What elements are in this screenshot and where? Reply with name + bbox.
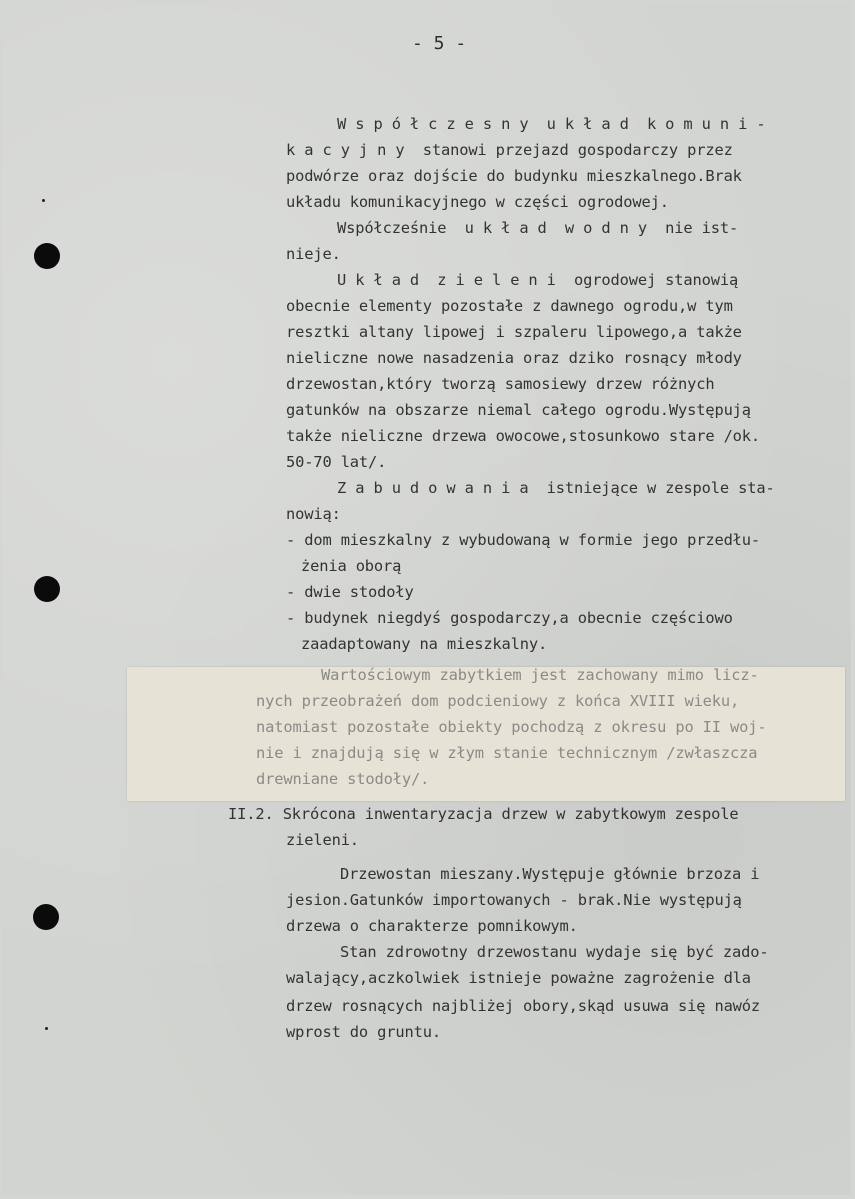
text-line: jesion.Gatunków importowanych - brak.Nie występują bbox=[286, 891, 742, 909]
text-line: nieje. bbox=[286, 245, 341, 263]
text-line: wprost do gruntu. bbox=[286, 1023, 441, 1041]
text-line: układu komunikacyjnego w części ogrodowej. bbox=[286, 193, 669, 211]
list-item-line: - dom mieszkalny z wybudowaną w formie jego przedłu- bbox=[286, 531, 761, 549]
punch-hole bbox=[34, 243, 60, 269]
strip-text-line: drewniane stodoły/. bbox=[256, 770, 430, 788]
text-line: walający,aczkolwiek istnieje poważne zagrożenie dla bbox=[286, 969, 751, 987]
strip-text-line: Wartościowym zabytkiem jest zachowany mimo licz- bbox=[321, 666, 759, 684]
dust-speck bbox=[45, 1027, 48, 1030]
text-line: U k ł a d z i e l e n i ogrodowej stanowią bbox=[337, 271, 739, 289]
text-line: drzewostan,który tworzą samosiewy drzew różnych bbox=[286, 375, 715, 393]
page-number: - 5 - bbox=[412, 33, 467, 54]
list-item-line: żenia oborą bbox=[301, 557, 402, 575]
section-heading: II.2. Skrócona inwentaryzacja drzew w zabytkowym zespole bbox=[228, 805, 739, 823]
list-item-line: - budynek niegdyś gospodarczy,a obecnie częściowo bbox=[286, 609, 733, 627]
text-line: Z a b u d o w a n i a istniejące w zespole sta- bbox=[337, 479, 775, 497]
text-line: gatunków na obszarze niemal całego ogrodu.Występują bbox=[286, 401, 751, 419]
list-item-line: - dwie stodoły bbox=[286, 583, 414, 601]
text-line: nieliczne nowe nasadzenia oraz dziko rosnący młody bbox=[286, 349, 742, 367]
text-line: drzew rosnących najbliżej obory,skąd usuwa się nawóz bbox=[286, 997, 761, 1015]
text-line: 50-70 lat/. bbox=[286, 453, 387, 471]
text-line: k a c y j n y stanowi przejazd gospodarczy przez bbox=[286, 141, 733, 159]
punch-hole bbox=[33, 904, 59, 930]
dust-speck bbox=[42, 199, 45, 202]
text-line: Stan zdrowotny drzewostanu wydaje się być zado- bbox=[340, 943, 769, 961]
text-line: W s p ó ł c z e s n y u k ł a d k o m u n i - bbox=[337, 115, 766, 133]
strip-text-line: nie i znajdują się w złym stanie technicznym /zwłaszcza bbox=[256, 744, 758, 762]
text-line: obecnie elementy pozostałe z dawnego ogrodu,w tym bbox=[286, 297, 733, 315]
strip-text-line: nych przeobrażeń dom podcieniowy z końca XVIII wieku, bbox=[256, 692, 740, 710]
section-heading-continued: zieleni. bbox=[286, 831, 359, 849]
punch-hole bbox=[34, 576, 60, 602]
text-line: także nieliczne drzewa owocowe,stosunkowo stare /ok. bbox=[286, 427, 761, 445]
text-line: resztki altany lipowej i szpaleru lipowego,a także bbox=[286, 323, 742, 341]
strip-text-line: natomiast pozostałe obiekty pochodzą z okresu po II woj- bbox=[256, 718, 767, 736]
text-line: drzewa o charakterze pomnikowym. bbox=[286, 917, 578, 935]
list-item-line: zaadaptowany na mieszkalny. bbox=[301, 635, 548, 653]
text-line: Drzewostan mieszany.Występuje głównie brzoza i bbox=[340, 865, 760, 883]
text-line: nowią: bbox=[286, 505, 341, 523]
text-line: podwórze oraz dojście do budynku mieszkalnego.Brak bbox=[286, 167, 742, 185]
text-line: Współcześnie u k ł a d w o d n y nie ist- bbox=[337, 219, 739, 237]
